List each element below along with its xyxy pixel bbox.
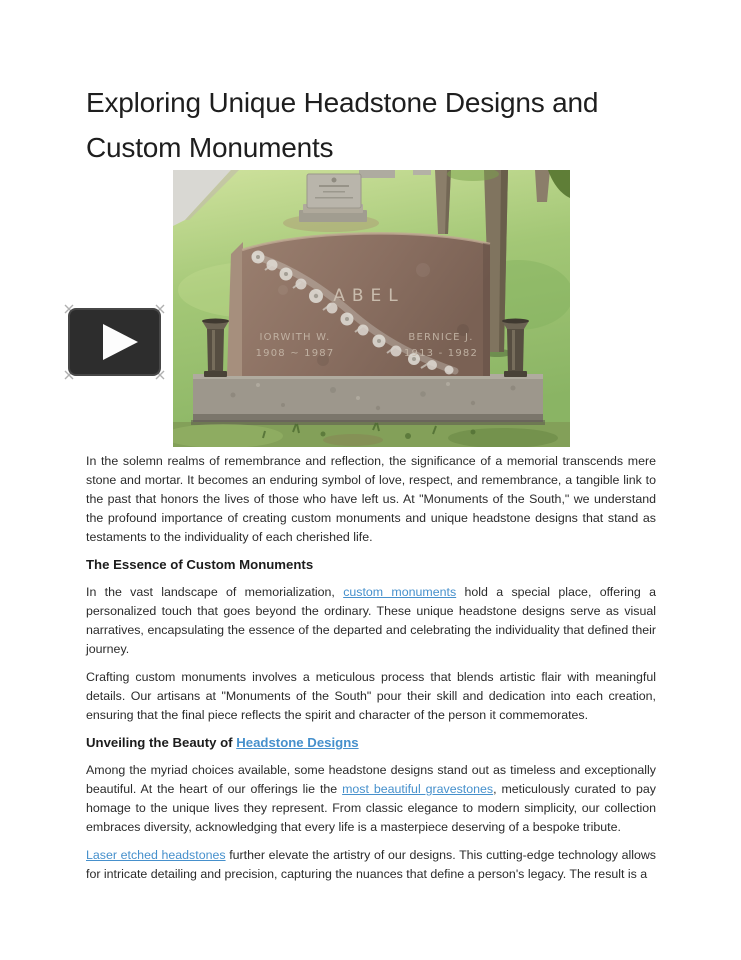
paragraph-myriad-choices [86,761,656,837]
monument-base [193,374,543,422]
distant-stone-icon [359,170,395,178]
background-gravestone [299,174,367,222]
inline-link[interactable]: most beautiful gravestones [342,782,494,796]
text-run: hold a special place, offering a personalized touch that goes beyond the ordinary. These unique headstone designs serve as visual narratives, encapsulating the essence of the departed and celebrating the individuality that defined their journey. [86,585,657,656]
stone-left-dates: 1908 ~ 1987 [255,348,335,359]
text-run: , meticulously curated to pay homage to the unique lives they represent. From classic elegance to modern simplicity, our collection embraces diversity, acknowledging that every life is a masterpiece deserving of a bespoke tribute. [86,782,656,834]
section-heading-unveiling [86,734,656,751]
inline-link[interactable]: Laser etched headstones [86,848,226,862]
paragraph-laser-etched [86,846,656,884]
foreground-ground [173,420,570,447]
stone-family-name: ABEL [333,286,405,306]
section-heading-essence: The Essence of Custom Monuments [86,557,314,572]
video-play-button[interactable] [62,302,167,382]
paragraph-crafting: Crafting custom monuments involves a meticulous process that blends artistic flair with meaningful details. Our artisans at "Monuments of the South" pour their skill and dedication into each creation, ensuring that the final piece reflects the spirit and character of the person it commemorates. [86,670,656,722]
gravestone-photo [173,170,570,447]
stone-right-name: BERNICE J. [408,332,474,343]
text-run: Among the myriad choices available, some headstone designs stand out as timeless and exceptionally beautiful. At the heart of our offerings lie the [86,763,656,796]
inline-link[interactable]: custom monuments [343,585,457,599]
text-run: In the vast landscape of memorialization, [86,585,344,599]
stone-left-name: IORWITH W. [259,332,331,343]
text-run: further elevate the artistry of our designs. This cutting-edge technology allows for intricate detailing and precision, capturing the nuances that define a person's legacy. The result is a [86,848,657,881]
stone-right-dates: 1913 - 1982 [403,348,479,359]
text-run: Unveiling the Beauty of [86,735,237,750]
article-body [86,452,656,893]
paragraph-vast-landscape [86,583,656,659]
paragraph-intro: In the solemn realms of remembrance and reflection, the significance of a memorial transcends mere stone and mortar. It becomes an enduring symbol of love, respect, and remembrance, a tangible link to the past that honors the lives of those who have left us. At "Monuments of the South," we understand the profound importance of creating custom monuments and unique headstone designs that stand as testaments to the individuality of each cherished life. [86,454,656,544]
inline-link[interactable]: Headstone Designs [236,735,359,750]
gravestone-photo-illustration [173,170,570,447]
page-title: Exploring Unique Headstone Designs and Custom Monuments [86,87,599,163]
